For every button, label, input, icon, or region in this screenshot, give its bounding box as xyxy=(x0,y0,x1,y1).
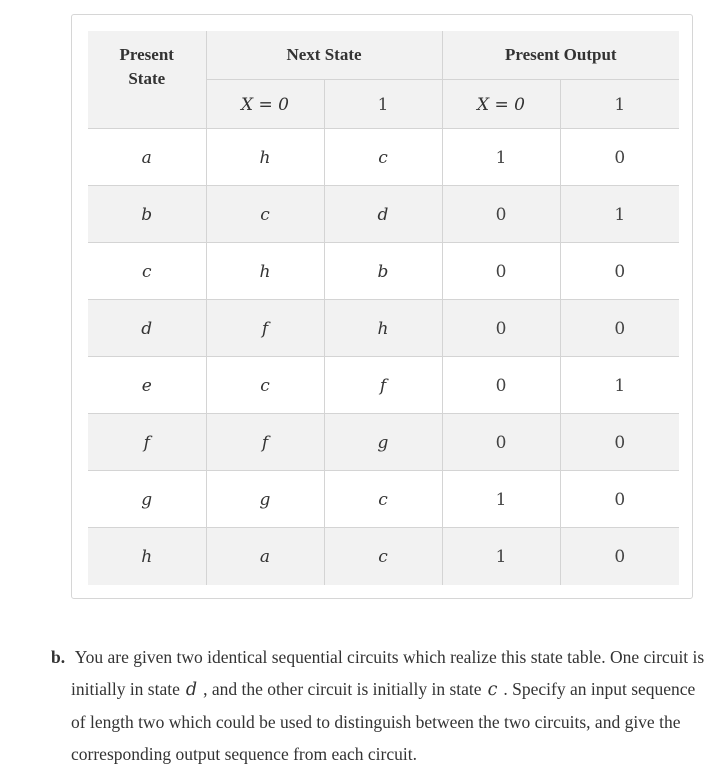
cell-out1: 0 xyxy=(560,471,679,528)
cell-out0: 0 xyxy=(442,357,560,414)
cell-out0: 0 xyxy=(442,186,560,243)
state-table xyxy=(88,31,679,585)
cell-out0: 1 xyxy=(442,528,560,585)
cell-out1: 0 xyxy=(560,528,679,585)
cell-out0: 0 xyxy=(442,414,560,471)
cell-state: f xyxy=(88,414,206,471)
table-row xyxy=(88,414,679,471)
table-row xyxy=(88,243,679,300)
cell-next0: f xyxy=(206,300,324,357)
cell-next1: c xyxy=(324,129,442,186)
cell-out0: 0 xyxy=(442,300,560,357)
cell-out0: 0 xyxy=(442,243,560,300)
header-next-x1: 1 xyxy=(324,80,442,129)
header-present-output: Present Output xyxy=(442,31,679,80)
question-text: You are given two identical sequential circuits which realize this state table. One circuit is initially in state d , and the other circuit is initially in state c . Specify an input sequence of length two which could be used to distinguish between the two circuits, and give the corresponding output sequence from each circuit. xyxy=(71,647,705,764)
cell-next1: h xyxy=(324,300,442,357)
table-row xyxy=(88,300,679,357)
table-row xyxy=(88,129,679,186)
cell-next0: g xyxy=(206,471,324,528)
cell-next1: f xyxy=(324,357,442,414)
cell-next1: g xyxy=(324,414,442,471)
header-present-state-line1: Present xyxy=(119,45,174,64)
cell-out1: 0 xyxy=(560,243,679,300)
header-next-x0: X = 0 xyxy=(206,80,324,129)
header-out-x0: X = 0 xyxy=(442,80,560,129)
cell-state: d xyxy=(88,300,206,357)
table-row xyxy=(88,357,679,414)
state-var-d: d xyxy=(185,680,198,700)
cell-next1: b xyxy=(324,243,442,300)
header-next-state: Next State xyxy=(206,31,442,80)
cell-next0: h xyxy=(206,243,324,300)
cell-next0: c xyxy=(206,357,324,414)
cell-state: c xyxy=(88,243,206,300)
cell-next1: c xyxy=(324,471,442,528)
cell-out1: 1 xyxy=(560,357,679,414)
cell-next0: h xyxy=(206,129,324,186)
table-row xyxy=(88,186,679,243)
cell-out1: 0 xyxy=(560,300,679,357)
cell-state: g xyxy=(88,471,206,528)
header-present-state xyxy=(88,31,206,129)
cell-state: b xyxy=(88,186,206,243)
state-var-c: c xyxy=(487,680,498,700)
cell-out0: 1 xyxy=(442,471,560,528)
header-present-state-line2: State xyxy=(128,69,166,88)
cell-out1: 0 xyxy=(560,129,679,186)
cell-state: a xyxy=(88,129,206,186)
question-label: b. xyxy=(51,647,66,667)
header-out-x1: 1 xyxy=(560,80,679,129)
cell-out1: 1 xyxy=(560,186,679,243)
cell-next0: a xyxy=(206,528,324,585)
cell-next1: d xyxy=(324,186,442,243)
cell-state: h xyxy=(88,528,206,585)
cell-next0: c xyxy=(206,186,324,243)
cell-out0: 1 xyxy=(442,129,560,186)
state-table-card xyxy=(71,14,693,599)
cell-out1: 0 xyxy=(560,414,679,471)
cell-next1: c xyxy=(324,528,442,585)
table-row xyxy=(88,471,679,528)
question-b xyxy=(51,641,711,770)
table-row xyxy=(88,528,679,585)
cell-next0: f xyxy=(206,414,324,471)
cell-state: e xyxy=(88,357,206,414)
